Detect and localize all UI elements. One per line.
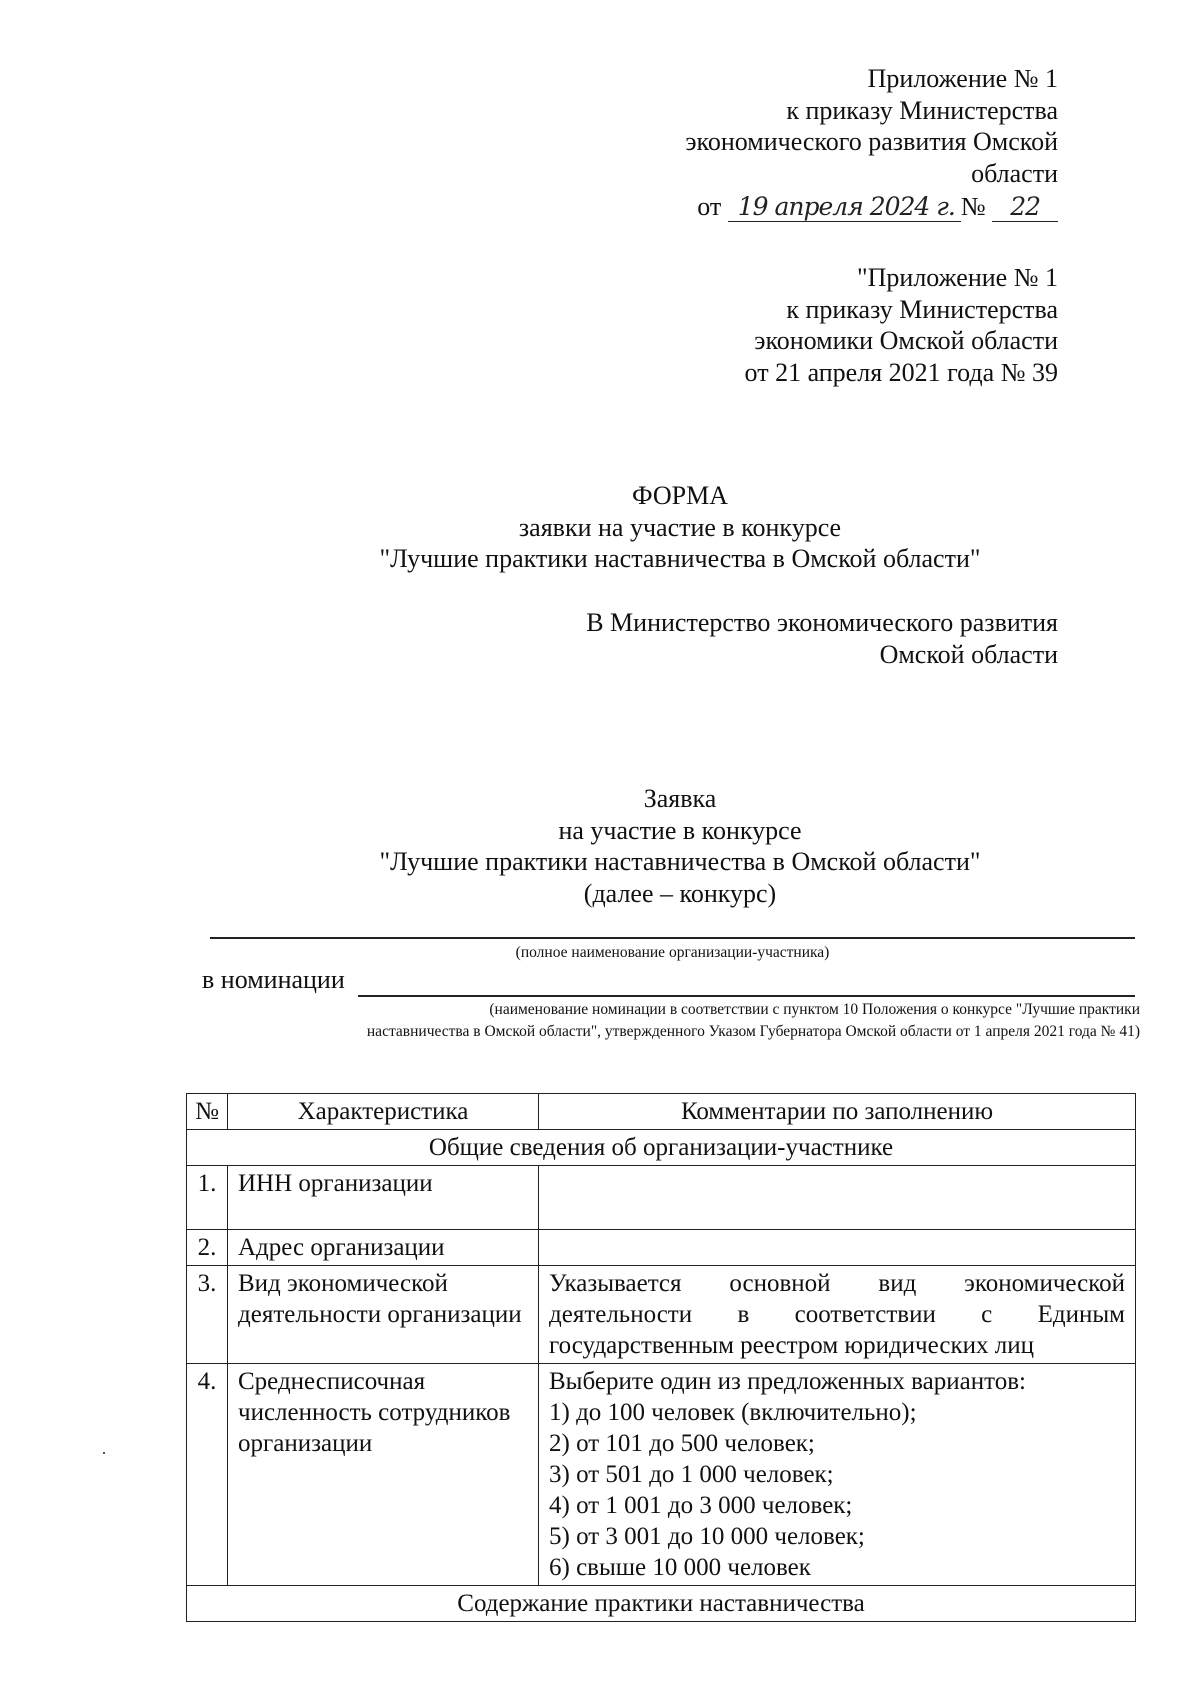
row-comment-address[interactable] (539, 1230, 1136, 1266)
headcount-option[interactable]: 2) от 101 до 500 человек; (549, 1430, 815, 1457)
row-number: 4. (187, 1364, 228, 1586)
table-row (187, 1230, 1136, 1266)
prior-appendix-line: "Приложение № 1 (857, 263, 1058, 292)
headcount-option[interactable]: 4) от 1 001 до 3 000 человек; (549, 1492, 853, 1519)
appendix-line: Приложение № 1 (867, 64, 1058, 93)
headcount-option[interactable]: 1) до 100 человек (включительно); (549, 1399, 917, 1426)
form-heading (0, 480, 1200, 575)
appendix-date-line (685, 191, 1058, 223)
nomination-caption-text: (наименование номинации в соответствии с пунктом 10 Положения о конкурсе "Лучшие практики (489, 1001, 1140, 1018)
table-row (187, 1266, 1136, 1364)
application-note: (далее – конкурс) (583, 878, 777, 908)
row-characteristic: ИНН организации (228, 1166, 539, 1230)
prior-appendix-line: от 21 апреля 2021 года № 39 (744, 357, 1058, 387)
row-comment-headcount (539, 1364, 1136, 1586)
headcount-options (549, 1397, 1125, 1583)
appendix-line: области (971, 158, 1058, 188)
section-general-info: Общие сведения об организации-участнике (187, 1130, 1136, 1166)
form-contest-name: "Лучшие практики наставничества в Омской области" (379, 544, 981, 573)
headcount-option[interactable]: 3) от 501 до 1 000 человек; (549, 1461, 834, 1488)
appendix-line: к приказу Министерства (786, 95, 1058, 125)
addressee (586, 607, 1058, 670)
options-intro: Выберите один из предложенных вариантов: (549, 1368, 1026, 1395)
nomination-label: в номинации (202, 965, 345, 994)
appendix-header (685, 63, 1058, 223)
scan-dot (103, 1452, 105, 1454)
number-sign: № (960, 192, 986, 221)
appendix-line: экономического развития Омской (685, 127, 1058, 156)
nomination-field-line[interactable] (358, 995, 1135, 997)
date-prefix: от (697, 192, 722, 221)
headcount-option[interactable]: 5) от 3 001 до 10 000 человек; (549, 1523, 865, 1550)
col-header-number: № (187, 1094, 228, 1130)
form-subtitle: заявки на участие в конкурсе (518, 512, 842, 542)
nomination-caption-text: наставничества в Омской области", утвержденного Указом Губернатора Омской области от 1 апреля 2021 года № 41) (366, 1023, 1140, 1040)
prior-appendix-line: экономики Омской области (754, 326, 1058, 355)
form-title: ФОРМА (632, 481, 728, 510)
org-name-field-line[interactable] (210, 937, 1135, 939)
application-table (186, 1093, 1136, 1622)
addressee-line: В Министерство экономического развития (586, 608, 1058, 637)
section-row (187, 1586, 1136, 1622)
row-number: 3. (187, 1266, 228, 1364)
org-name-caption: (полное наименование организации-участника) (515, 944, 830, 961)
application-contest-name: "Лучшие практики наставничества в Омской области" (379, 847, 981, 876)
row-comment-inn[interactable] (539, 1166, 1136, 1230)
application-title: Заявка (643, 784, 717, 813)
col-header-characteristic: Характеристика (228, 1094, 539, 1130)
table-header-row (187, 1094, 1136, 1130)
nomination-caption-2 (200, 1021, 1140, 1043)
row-characteristic: Среднесписочная численность сотрудников организации (228, 1364, 539, 1586)
application-subtitle: на участие в конкурсе (558, 815, 802, 845)
headcount-option[interactable]: 6) свыше 10 000 человек (549, 1554, 811, 1581)
row-number: 2. (187, 1230, 228, 1266)
row-comment-activity: Указывается основной вид экономической деятельности в соответствии с Единым государственным реестром юридических лиц (539, 1266, 1136, 1364)
section-mentoring-content: Содержание практики наставничества (187, 1586, 1136, 1622)
row-characteristic: Адрес организации (228, 1230, 539, 1266)
handwritten-date: 19 апреля 2024 г. (728, 192, 961, 222)
handwritten-number: 22 (992, 192, 1058, 222)
row-characteristic: Вид экономической деятельности организации (228, 1266, 539, 1364)
prior-appendix-line: к приказу Министерства (786, 294, 1058, 324)
table-row (187, 1364, 1136, 1586)
addressee-line: Омской области (879, 639, 1058, 669)
section-row (187, 1130, 1136, 1166)
prior-appendix-header (745, 262, 1058, 388)
table-row (187, 1166, 1136, 1230)
application-heading (0, 783, 1200, 909)
row-number: 1. (187, 1166, 228, 1230)
col-header-comments: Комментарии по заполнению (539, 1094, 1136, 1130)
nomination-caption-1 (200, 999, 1140, 1021)
